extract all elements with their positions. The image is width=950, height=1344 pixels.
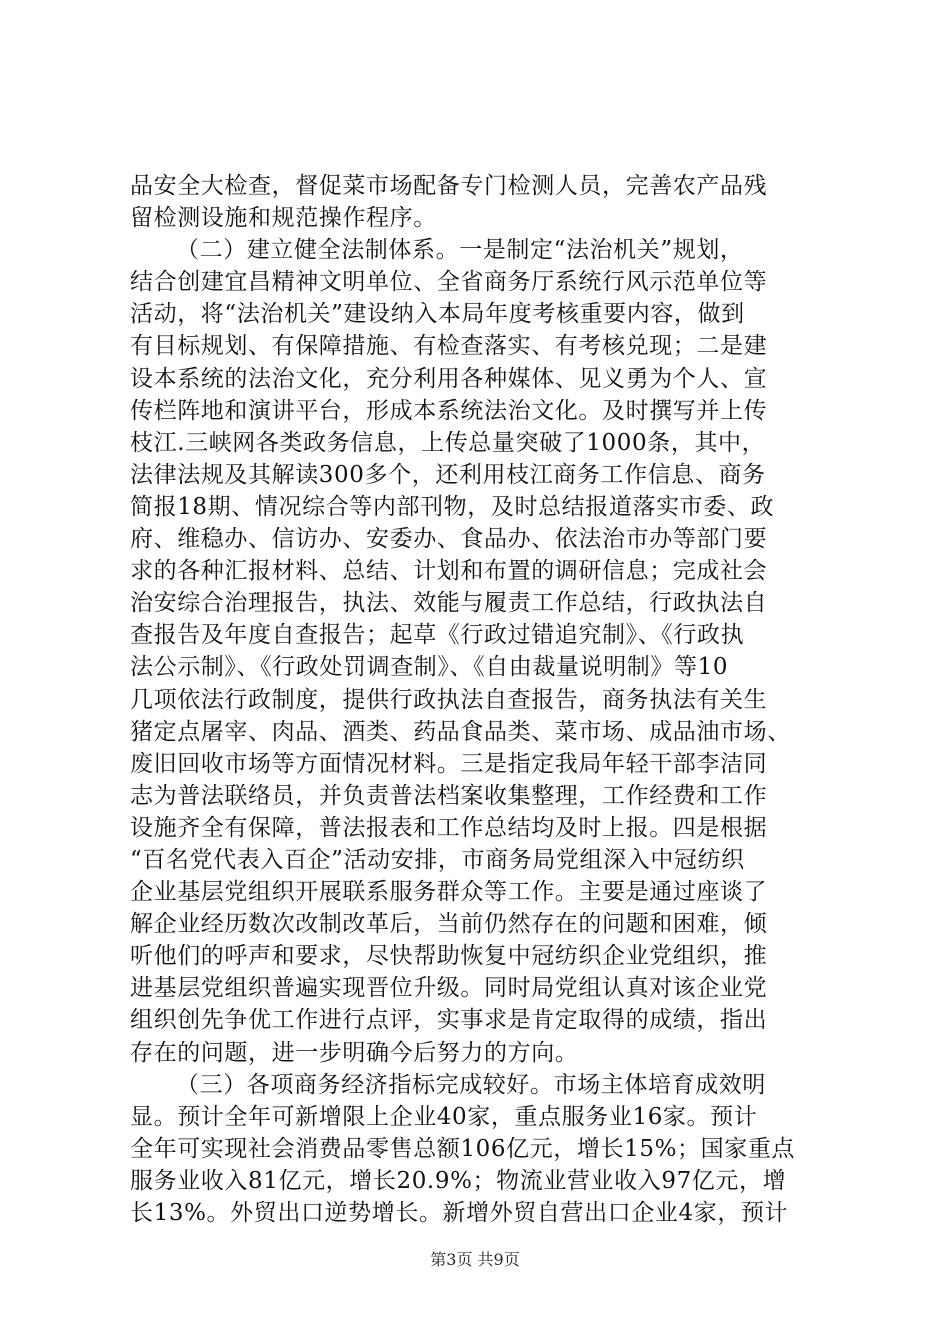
text-line: 企业基层党组织开展联系服务群众等工作。主要是通过座谈了 [130, 879, 768, 906]
text-line: 几项依法行政制度，提供行政执法自查报告，商务执法有关生 [130, 686, 768, 713]
text-line: 传栏阵地和演讲平台，形成本系统法治文化。及时撰写并上传 [130, 397, 768, 424]
text-line: “百名党代表入百企”活动安排，市商务局党组深入中冠纺织 [130, 846, 745, 873]
text-line: （三）各项商务经济指标完成较好。市场主体培育成效明 [176, 1071, 766, 1098]
page-number: 第3页 共9页 [430, 1250, 520, 1269]
text-line: 显。预计全年可新增限上企业40家，重点服务业16家。预计 [130, 1103, 758, 1130]
text-line: 有目标规划、有保障措施、有检查落实、有考核兑现；二是建 [130, 333, 768, 360]
text-line: 结合创建宜昌精神文明单位、全省商务厅系统行风示范单位等 [130, 269, 768, 296]
text-line: 品安全大检查，督促菜市场配备专门检测人员，完善农产品残 [130, 173, 768, 199]
text-line: 服务业收入81亿元，增长20.9%；物流业营业收入97亿元，增 [130, 1167, 787, 1194]
text-line: 法公示制》、《行政处罚调查制》、《自由裁量说明制》等10 [130, 654, 729, 681]
text-line: 听他们的呼声和要求，尽快帮助恢复中冠纺织企业党组织，推 [130, 943, 768, 970]
text-line: 全年可实现社会消费品零售总额106亿元，增长15%；国家重点 [130, 1135, 796, 1162]
text-line: 废旧回收市场等方面情况材料。三是指定我局年轻干部李洁同 [130, 750, 768, 777]
text-line: 设施齐全有保障，普法报表和工作总结均及时上报。四是根据 [130, 814, 768, 841]
text-line: 猪定点屠宰、肉品、酒类、药品食品类、菜市场、成品油市场、 [130, 718, 791, 745]
text-line: 简报18期、情况综合等内部刊物，及时总结报道落实市委、政 [130, 493, 775, 520]
text-line: 枝江.三峡网各类政务信息，上传总量突破了1000条，其中， [130, 429, 766, 456]
text-line: 法律法规及其解读300多个，还利用枝江商务工作信息、商务 [130, 461, 766, 488]
text-line: 治安综合治理报告，执法、效能与履责工作总结，行政执法自 [130, 590, 768, 617]
text-line: 府、维稳办、信访办、安委办、食品办、依法治市办等部门要 [130, 526, 768, 553]
text-line: 设本系统的法治文化，充分利用各种媒体、见义勇为个人、宣 [130, 365, 768, 392]
text-line: 查报告及年度自查报告；起草《行政过错追究制》、《行政执 [130, 622, 745, 649]
text-line: 组织创先争优工作进行点评，实事求是肯定取得的成绩，指出 [130, 1007, 768, 1034]
document-body [130, 170, 830, 1229]
text-line: 求的各种汇报材料、总结、计划和布置的调研信息；完成社会 [130, 558, 768, 585]
text-line: 存在的问题，进一步明确今后努力的方向。 [130, 1039, 579, 1066]
text-line: 长13%。外贸出口逆势增长。新增外贸自营出口企业4家，预计 [130, 1200, 789, 1226]
text-line: 进基层党组织普遍实现晋位升级。同时局党组认真对该企业党 [130, 975, 768, 1002]
text-line: 活动，将“法治机关”建设纳入本局年度考核重要内容，做到 [130, 301, 745, 328]
text-line: 留检测设施和规范操作程序。 [130, 205, 437, 232]
text-line: （二）建立健全法制体系。一是制定“法治机关”规划， [176, 237, 744, 264]
text-line: 志为普法联络员，并负责普法档案收集整理，工作经费和工作 [130, 782, 768, 809]
text-line: 解企业经历数次改制改革后，当前仍然存在的问题和困难，倾 [130, 911, 768, 938]
